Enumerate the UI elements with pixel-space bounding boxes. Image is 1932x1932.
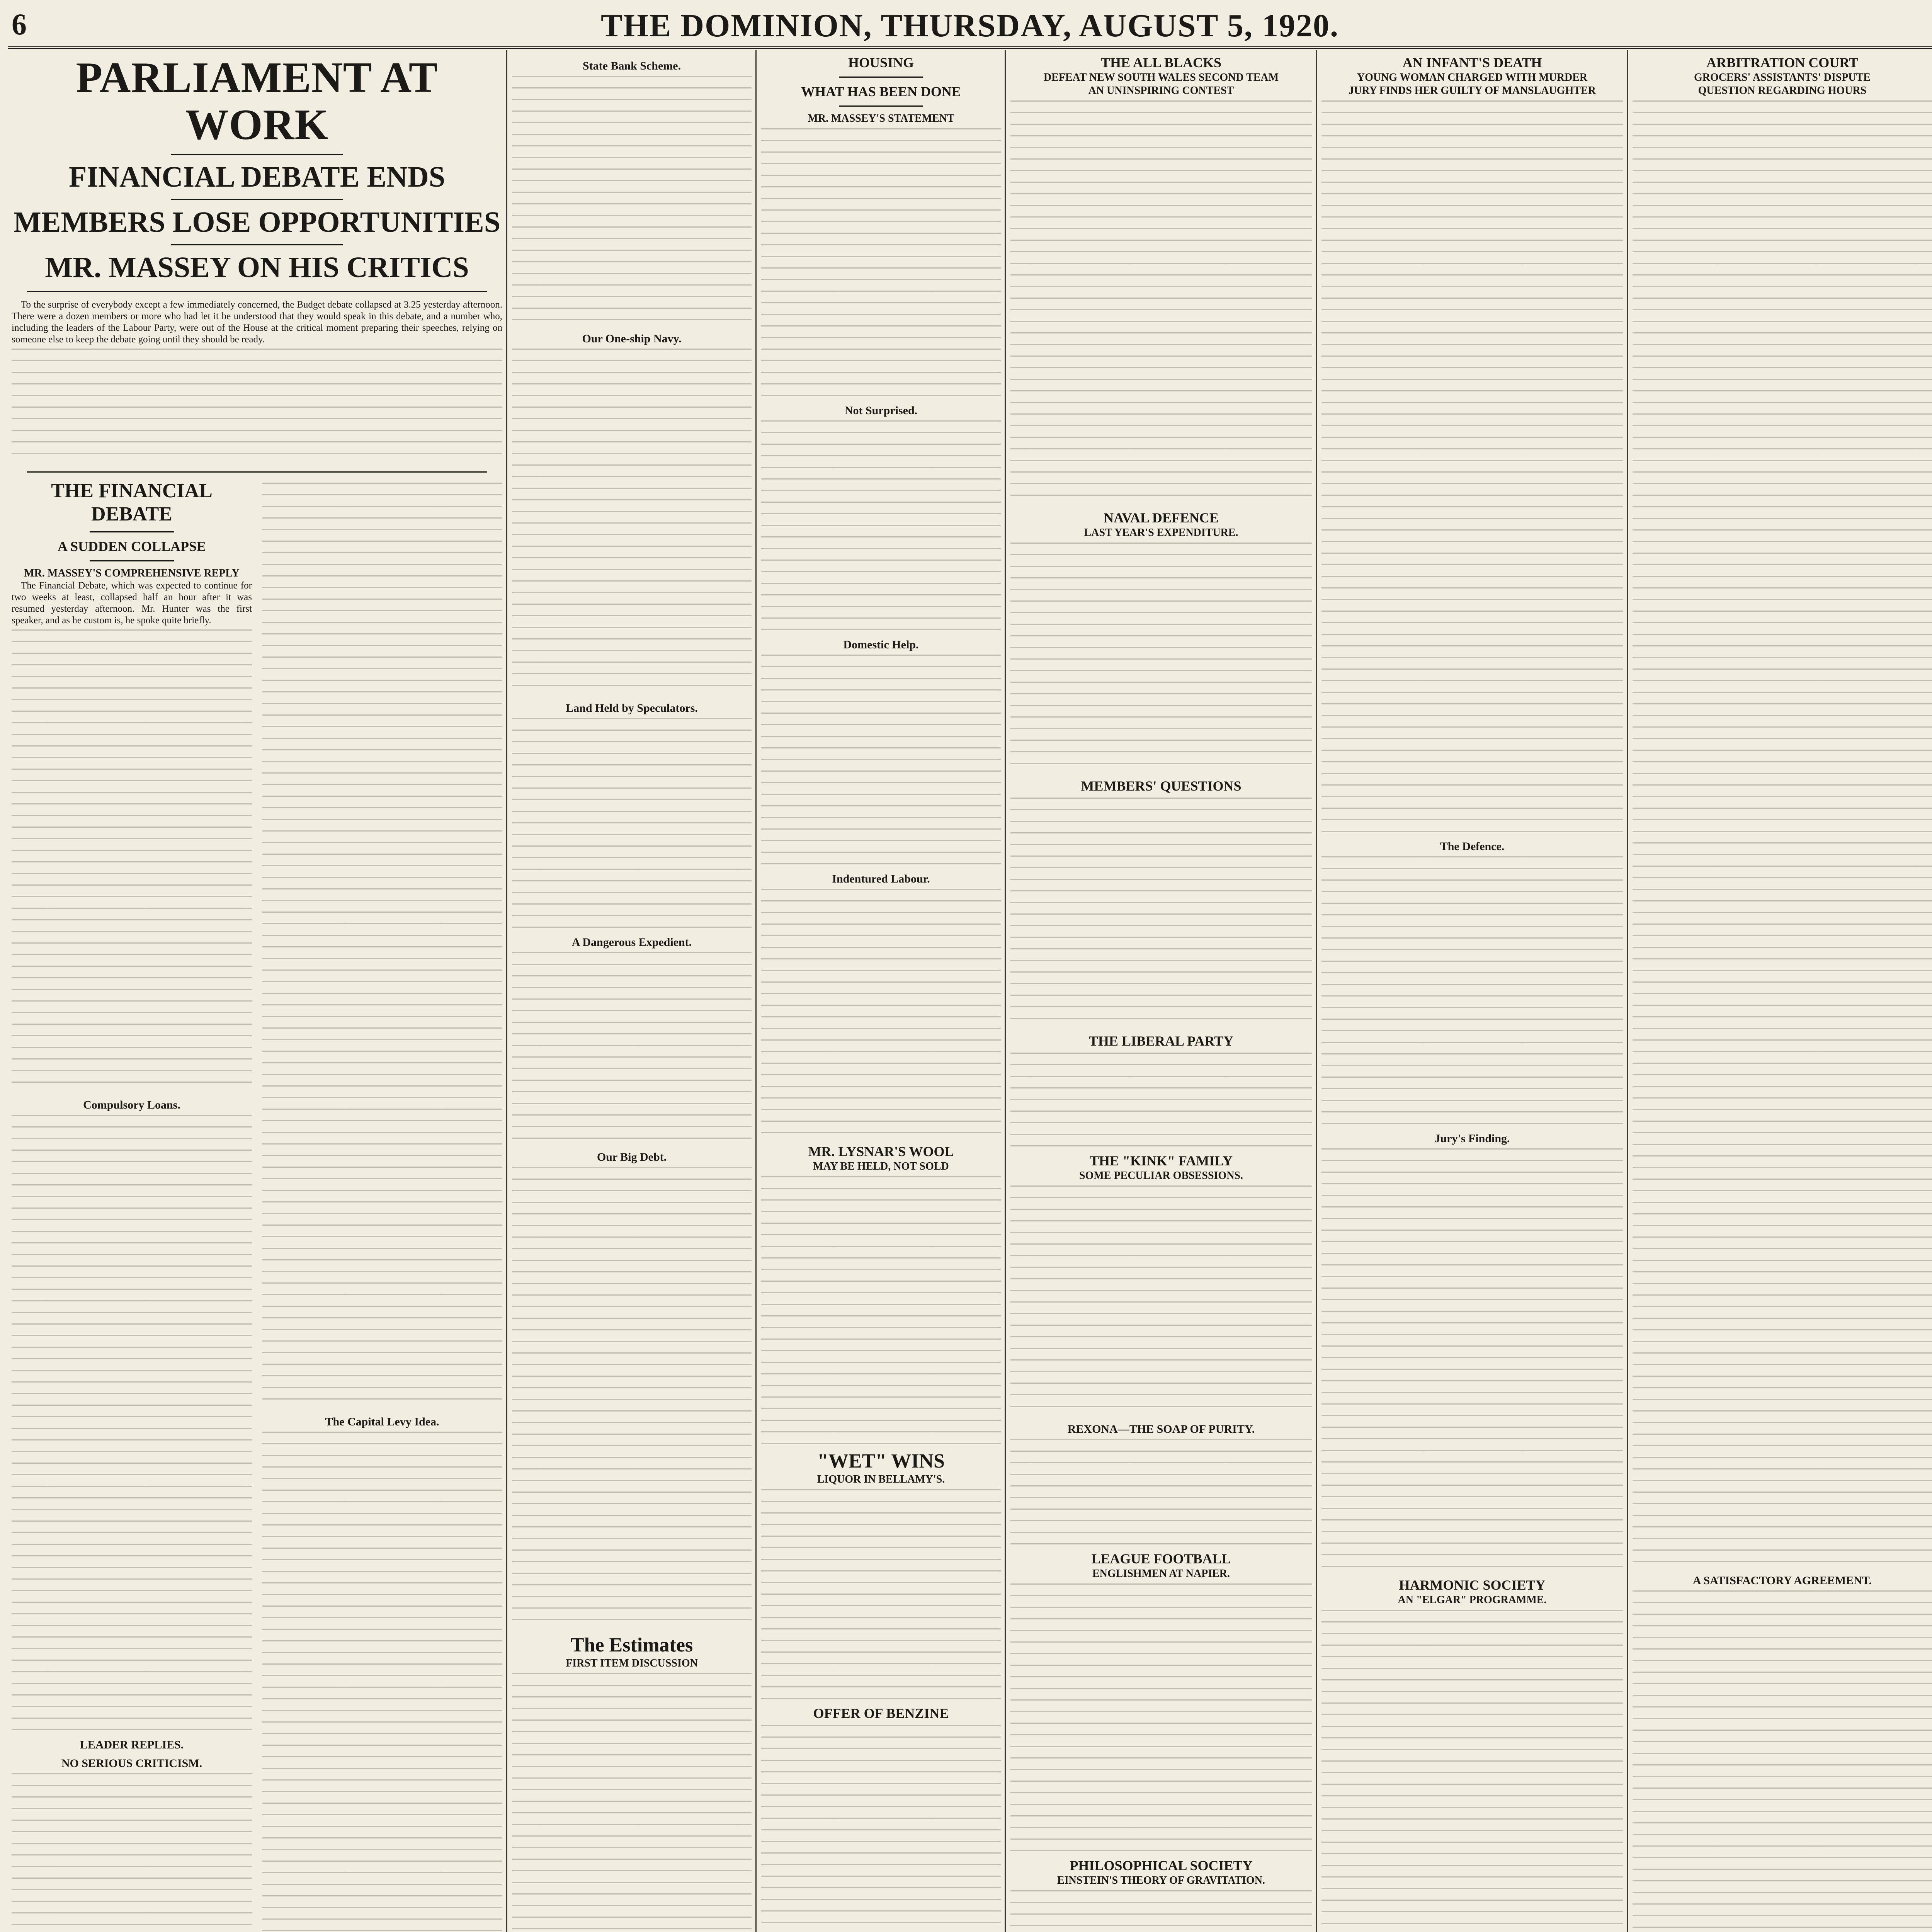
ad-text-block <box>1010 1439 1312 1547</box>
subhead-first-item: FIRST ITEM DISCUSSION <box>566 1657 698 1669</box>
subhead-hours: QUESTION REGARDING HOURS <box>1698 85 1867 97</box>
body-text-block <box>1321 856 1623 1127</box>
headline-lysnar-wool: MR. LYSNAR'S WOOL <box>808 1144 954 1159</box>
body-text: The Financial Debate, which was expected to continue for two weeks at least, collapsed half an hour after it was resumed yesterday afternoon. Mr. Hunter was the first speaker, and as he custom is, he spoke quite briefly. <box>12 580 252 626</box>
subhead-obsessions: SOME PECULIAR OBSESSIONS. <box>1079 1170 1243 1182</box>
subhead-financial-debate: THE FINANCIAL DEBATE <box>51 480 213 525</box>
subhead-massey-statement: MR. MASSEY'S STATEMENT <box>808 112 954 124</box>
column-6 <box>1633 54 1932 1932</box>
subhead-defeat-nsw: DEFEAT NEW SOUTH WALES SECOND TEAM <box>1043 71 1279 83</box>
body-text-block <box>761 889 1001 1140</box>
divider <box>171 244 343 245</box>
body-text-block <box>512 76 752 327</box>
subhead-uninspiring: AN UNINSPIRING CONTEST <box>1088 85 1234 97</box>
body-text-block <box>1010 798 1312 1029</box>
masthead <box>8 3 1932 49</box>
subhead-sudden-collapse: A SUDDEN COLLAPSE <box>57 539 206 554</box>
column-rule <box>1627 50 1628 1932</box>
column-rule <box>506 50 507 1932</box>
body-text-block <box>761 1725 1001 1932</box>
body-text-block <box>1633 100 1932 1569</box>
subhead-young-woman: YOUNG WOMAN CHARGED WITH MURDER <box>1357 71 1588 83</box>
headline-wet-wins: "WET" WINS <box>817 1450 945 1472</box>
lead-paragraph: To the surprise of everybody except a few immediately concerned, the Budget debate collapsed at 3.25 yesterday afternoon. There were a dozen members or more who had let it be understood that they would speak in this debate, and a number who, including the leaders of the Labour Party, were out of the House at the critical moment preparing their speeches, relying on someone else to keep the debate going until they should be ready. <box>12 299 502 345</box>
headline-offer-benzine: OFFER OF BENZINE <box>813 1706 949 1721</box>
headline-estimates: The Estimates <box>570 1634 693 1656</box>
column-1 <box>12 54 502 1932</box>
subhead-one-ship-navy: Our One-ship Navy. <box>582 332 682 345</box>
headline-arbitration: ARBITRATION COURT <box>1706 55 1859 70</box>
body-text-block <box>1010 100 1312 506</box>
subhead-not-surprised: Not Surprised. <box>844 404 918 417</box>
subhead-satisfactory-agreement: A SATISFACTORY AGREEMENT. <box>1692 1574 1872 1587</box>
subhead-englishmen-napier: ENGLISHMEN AT NAPIER. <box>1092 1568 1230 1580</box>
body-text-block <box>1321 1148 1623 1573</box>
body-text-block <box>1321 100 1623 835</box>
body-text-block <box>761 1176 1001 1447</box>
headline-members-questions: MEMBERS' QUESTIONS <box>1081 778 1242 794</box>
divider <box>90 531 174 532</box>
subhead-compulsory-loans: Compulsory Loans. <box>83 1099 180 1111</box>
body-text-block <box>1010 1185 1312 1417</box>
column-4 <box>1010 54 1312 1932</box>
headline-philosophical: PHILOSOPHICAL SOCIETY <box>1070 1858 1253 1873</box>
subhead-held-not-sold: MAY BE HELD, NOT SOLD <box>813 1160 949 1172</box>
body-text-block <box>512 718 752 930</box>
subhead-no-serious-criticism: NO SERIOUS CRITICISM. <box>61 1757 202 1770</box>
divider <box>839 77 923 78</box>
column-rule <box>755 50 757 1932</box>
body-text-block <box>1633 1590 1932 1932</box>
headline-harmonic-society: HARMONIC SOCIETY <box>1399 1577 1546 1593</box>
subhead-state-bank: State Bank Scheme. <box>582 60 681 72</box>
body-text-block <box>12 1773 252 1932</box>
column-5 <box>1321 54 1623 1932</box>
deck-members-lose: MEMBERS LOSE OPPORTUNITIES <box>13 206 500 238</box>
body-text-block <box>12 1115 252 1733</box>
body-text-block <box>512 1673 752 1932</box>
body-text-block <box>761 1489 1001 1702</box>
subhead-liquor-bellamys: LIQUOR IN BELLAMY'S. <box>817 1473 945 1485</box>
body-text-block <box>512 952 752 1145</box>
body-text-block <box>1010 1583 1312 1854</box>
column-3 <box>761 54 1001 1932</box>
body-text-block <box>12 629 252 1093</box>
body-text-block <box>1010 543 1312 774</box>
headline-housing: HOUSING <box>848 55 914 70</box>
subhead-indentured-labour: Indentured Labour. <box>832 872 930 885</box>
subhead-leader-replies: LEADER REPLIES. <box>80 1738 184 1751</box>
headline-kink-family: THE "KINK" FAMILY <box>1089 1153 1233 1168</box>
deck-massey-critics: MR. MASSEY ON HIS CRITICS <box>45 251 469 284</box>
subhead-capital-levy: The Capital Levy Idea. <box>325 1415 439 1428</box>
subhead-grocers: GROCERS' ASSISTANTS' DISPUTE <box>1694 71 1871 83</box>
divider <box>27 291 487 292</box>
divider <box>171 199 343 200</box>
column-2 <box>512 54 752 1932</box>
subhead-domestic-help: Domestic Help. <box>843 638 919 651</box>
subhead-land-speculators: Land Held by Speculators. <box>566 702 698 714</box>
headline-liberal-party: THE LIBERAL PARTY <box>1088 1033 1234 1049</box>
masthead-title: THE DOMINION, THURSDAY, AUGUST 5, 1920. <box>600 8 1339 44</box>
two-column-body <box>12 480 502 1932</box>
lead-text-block <box>12 349 502 464</box>
headline-all-blacks: THE ALL BLACKS <box>1100 55 1222 70</box>
headline-parliament: PARLIAMENT AT WORK <box>76 54 438 149</box>
body-text-block <box>1321 1610 1623 1932</box>
subhead-big-debt: Our Big Debt. <box>597 1151 667 1163</box>
body-text-block <box>262 1432 502 1932</box>
body-text-block <box>512 349 752 696</box>
ad-rexona: REXONA—THE SOAP OF PURITY. <box>1067 1423 1255 1435</box>
headline-league-football: LEAGUE FOOTBALL <box>1091 1551 1231 1566</box>
subhead-last-year: LAST YEAR'S EXPENDITURE. <box>1084 527 1238 539</box>
body-text-block <box>761 420 1001 633</box>
subhead-massey-reply: MR. MASSEY'S COMPREHENSIVE REPLY <box>24 567 240 579</box>
subhead-dangerous-expedient: A Dangerous Expedient. <box>571 936 692 949</box>
deck-financial-debate: FINANCIAL DEBATE ENDS <box>68 161 446 193</box>
subhead-jury-guilty: JURY FINDS HER GUILTY OF MANSLAUGHTER <box>1349 85 1596 97</box>
body-text-block <box>1010 1053 1312 1149</box>
body-text-block <box>761 128 1001 399</box>
subhead-elgar: AN "ELGAR" PROGRAMME. <box>1398 1594 1547 1606</box>
body-text-block <box>1010 1890 1312 1932</box>
subhead-what-done: WHAT HAS BEEN DONE <box>801 84 961 99</box>
divider <box>171 154 343 155</box>
subhead-jury-finding: Jury's Finding. <box>1434 1132 1510 1145</box>
column-rule <box>1316 50 1317 1932</box>
body-text-block <box>761 655 1001 867</box>
body-text-block <box>512 1167 752 1631</box>
divider <box>839 105 923 107</box>
headline-naval-defence: NAVAL DEFENCE <box>1104 510 1219 526</box>
subhead-defence: The Defence. <box>1440 840 1505 853</box>
column-rule <box>1005 50 1006 1932</box>
divider <box>27 471 487 473</box>
body-text-block <box>262 483 502 1410</box>
page-number: 6 <box>12 7 27 41</box>
divider <box>90 560 174 561</box>
subhead-einstein: EINSTEIN'S THEORY OF GRAVITATION. <box>1057 1874 1265 1886</box>
headline-infant-death: AN INFANT'S DEATH <box>1402 55 1542 70</box>
